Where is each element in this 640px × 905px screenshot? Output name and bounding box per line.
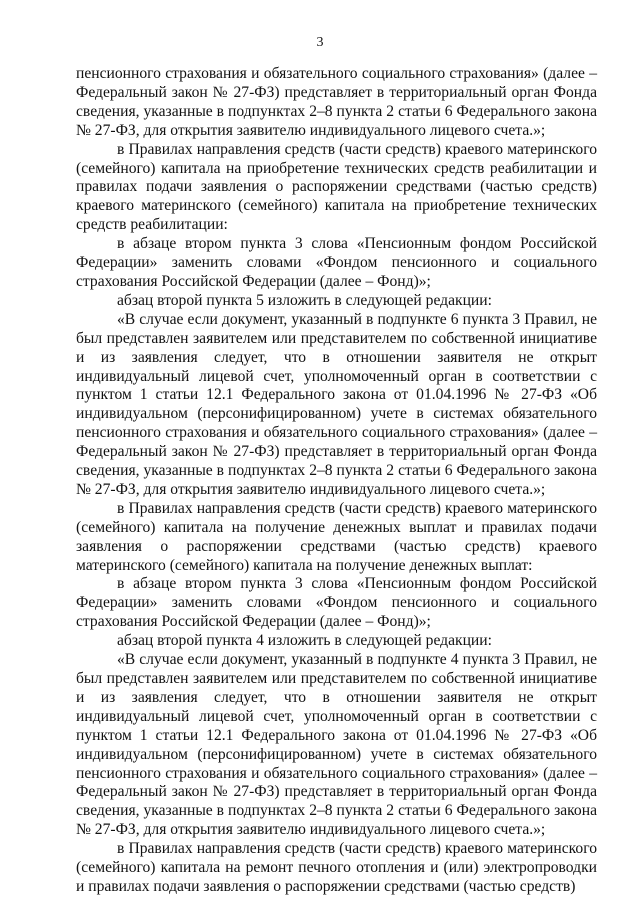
paragraph-point-4-text: «В случае если документ, указанный в подпункте 4 пункта 3 Правил, не был представлен заявителем или представителем по собственной инициативе и из заявления следует, что в отношении заявителя не открыт индивидуальный лицевой счет, уполномоченный орган в соответствии с пунктом 1 статьи 12.1 Федерального закона от 01.04.1996 № 27-ФЗ «Об индивидуальном (персонифицированном) учете в системах обязательного пенсионного страхования и обязательного социального страхования» (далее – Федеральный закон № 27-ФЗ) представляет в территориальный орган Фонда сведения, указанные в подпунктах 2–8 пункта 2 статьи 6 Федерального закона № 27-ФЗ, для открытия заявителю индивидуального лицевого счета.»;	[76, 651, 597, 839]
paragraph-point-5-intro: абзац второй пункта 5 изложить в следующей редакции:	[117, 291, 492, 309]
page-number: 3	[316, 35, 324, 50]
paragraph-rules-stove-heating: в Правилах направления средств (части средств) краевого материнского (семейного) капитала на ремонт печного отопления и (или) электропроводки и правилах подачи заявления о распоряжении средствами (частью средств)	[76, 840, 597, 895]
paragraph-point-5-text: «В случае если документ, указанный в подпункте 6 пункта 3 Правил, не был представлен заявителем или представителем по собственной инициативе и из заявления следует, что в отношении заявителя не открыт индивидуальный лицевой счет, уполномоченный орган в соответствии с пунктом 1 статьи 12.1 Федерального закона от 01.04.1996 № 27-ФЗ «Об индивидуальном (персонифицированном) учете в системах обязательного пенсионного страхования и обязательного социального страхования» (далее – Федеральный закон № 27-ФЗ) представляет в территориальный орган Фонда сведения, указанные в подпунктах 2–8 пункта 2 статьи 6 Федерального закона № 27-ФЗ, для открытия заявителю индивидуального лицевого счета.»;	[76, 310, 597, 498]
paragraph-point-4-intro: абзац второй пункта 4 изложить в следующей редакции:	[117, 632, 492, 650]
document-body	[76, 65, 597, 897]
paragraph-continuation: пенсионного страхования и обязательного социального страхования» (далее – Федеральный закон № 27-ФЗ) представляет в территориальный орган Фонда сведения, указанные в подпунктах 2–8 пункта 2 статьи 6 Федерального закона № 27-ФЗ, для открытия заявителю индивидуального лицевого счета.»;	[76, 65, 597, 139]
paragraph-amend-point-3: в абзаце втором пункта 3 слова «Пенсионным фондом Российской Федерации» заменить словами «Фондом пенсионного и социального страхования Российской Федерации (далее – Фонд)»;	[76, 235, 597, 290]
paragraph-rules-cash-payments: в Правилах направления средств (части средств) краевого материнского (семейного) капитала на получение денежных выплат и правилах подачи заявления о распоряжении средствами (частью средств) краевого материнского (семейного) капитала на получение денежных выплат:	[76, 499, 597, 574]
paragraph-amend-point-3-second: в абзаце втором пункта 3 слова «Пенсионным фондом Российской Федерации» заменить словами «Фондом пенсионного и социального страхования Российской Федерации (далее – Фонд)»;	[76, 575, 597, 631]
paragraph-rules-rehab-means: в Правилах направления средств (части средств) краевого материнского (семейного) капитала на приобретение технических средств реабилитации и правилах подачи заявления о распоряжении средствами (частью средств) краевого материнского (семейного) капитала на приобретение технических средств реабилитации:	[76, 140, 597, 234]
